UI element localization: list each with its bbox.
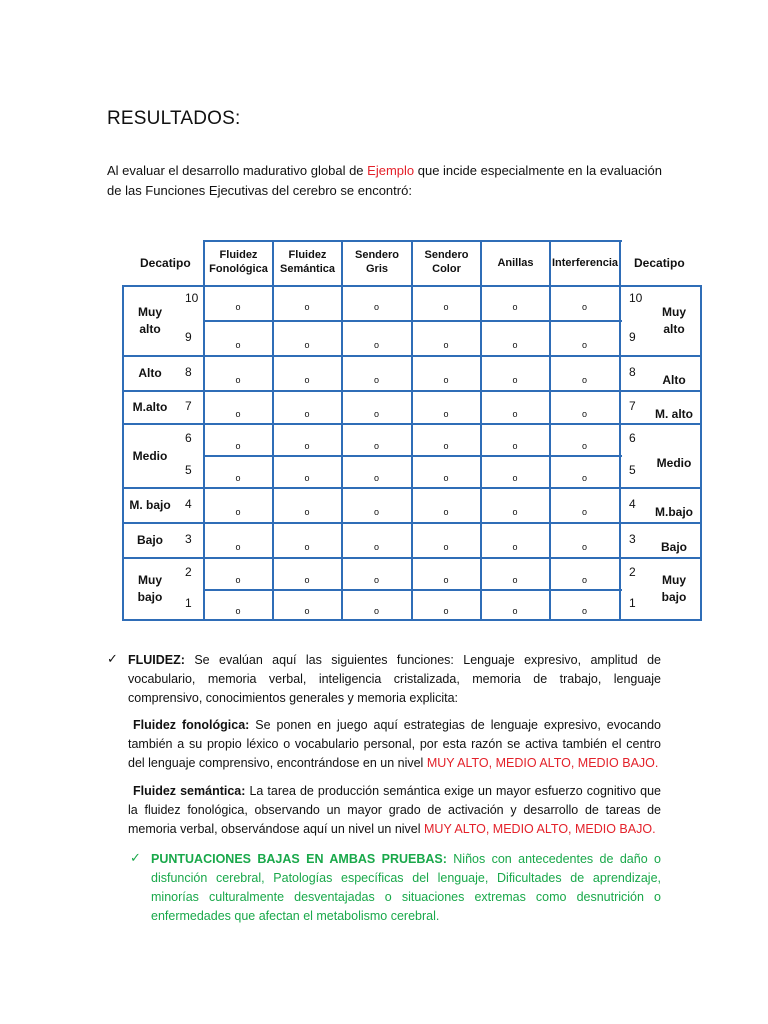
result-dot: o	[235, 606, 241, 616]
result-dot: o	[374, 473, 380, 483]
row-border	[203, 390, 622, 392]
level-label-right: Bajo	[660, 540, 687, 554]
fluidez-text: Se evalúan aquí las siguientes funciones: Lenguaje expresivo, amplitud de vocabulario, memoria verbal, inteligencia cristalizada, memoria de trabajo, lenguaje comprensivo, conocimientos generales y memoria explicita:	[128, 653, 661, 705]
result-dot: o	[304, 473, 310, 483]
level-label-left: Muy bajo	[137, 573, 163, 604]
result-dot: o	[235, 409, 241, 419]
result-dot: o	[512, 606, 518, 616]
result-dot: o	[304, 302, 310, 312]
result-dot: o	[582, 441, 588, 451]
puntuaciones-label: PUNTUACIONES BAJAS EN AMBAS PRUEBAS:	[151, 852, 447, 866]
result-dot: o	[512, 302, 518, 312]
result-dot: o	[374, 441, 380, 451]
level-label-right: Alto	[662, 373, 686, 387]
result-dot: o	[235, 507, 241, 517]
row-border	[203, 455, 622, 457]
row-border	[203, 320, 622, 322]
result-dot: o	[304, 375, 310, 385]
result-dot: o	[304, 575, 310, 585]
result-dot: o	[582, 507, 588, 517]
result-dot: o	[443, 441, 449, 451]
intro-paragraph	[107, 161, 667, 201]
column-header: Interferencia	[551, 257, 619, 269]
result-dot: o	[582, 606, 588, 616]
result-dot: o	[582, 575, 588, 585]
result-dot: o	[582, 340, 588, 350]
row-number-right: 5	[629, 463, 636, 477]
row-border	[203, 487, 622, 489]
result-dot: o	[374, 302, 380, 312]
result-dot: o	[235, 473, 241, 483]
right-header: Decatipo	[634, 256, 685, 270]
level-label-left: M. bajo	[129, 498, 171, 512]
fonologica-levels: MUY ALTO, MEDIO ALTO, MEDIO BAJO.	[426, 756, 659, 770]
result-dot: o	[374, 507, 380, 517]
result-dot: o	[512, 542, 518, 552]
result-dot: o	[443, 375, 449, 385]
result-dot: o	[443, 606, 449, 616]
left-header: Decatipo	[140, 256, 191, 270]
result-dot: o	[443, 575, 449, 585]
col-border	[549, 286, 551, 621]
result-dot: o	[443, 542, 449, 552]
col-border	[203, 286, 205, 621]
row-number-left: 1	[185, 596, 192, 610]
semantica-label: Fluidez semántica:	[133, 784, 246, 798]
result-dot: o	[582, 542, 588, 552]
row-border	[203, 423, 622, 425]
result-dot: o	[374, 409, 380, 419]
puntuaciones-paragraph	[151, 850, 661, 926]
row-number-left: 2	[185, 565, 192, 579]
fonologica-paragraph	[128, 716, 661, 773]
left-group-border	[122, 390, 205, 392]
semantica-paragraph	[128, 782, 661, 839]
result-dot: o	[304, 409, 310, 419]
row-border	[203, 589, 622, 591]
col-border	[341, 286, 343, 621]
semantica-levels: MUY ALTO, MEDIO ALTO, MEDIO BAJO.	[424, 822, 656, 836]
level-label-right: M. alto	[655, 407, 693, 421]
row-number-right: 1	[629, 596, 636, 610]
result-dot: o	[582, 375, 588, 385]
result-dot: o	[304, 542, 310, 552]
right-group-border	[620, 619, 702, 621]
semantica-text: La tarea de producción semántica exige un mayor esfuerzo cognitivo que la fluidez fonológica, observando un mayor grado de activación y desarrollo de tareas de memoria verbal, observándose aquí un nivel un nivel	[128, 784, 661, 836]
row-number-left: 8	[185, 365, 192, 379]
fluidez-paragraph	[128, 651, 661, 708]
right-group-border	[620, 390, 702, 392]
col-border	[619, 286, 621, 621]
row-number-right: 4	[629, 497, 636, 511]
fonologica-text: Se ponen en juego aquí estrategias de lenguaje expresivo, evocando también a su propio léxico o vocabulario personal, por esta razón se activa también el centro del lenguaje comprensivo, encontrándose en un nivel	[128, 718, 661, 770]
result-dot: o	[374, 542, 380, 552]
result-dot: o	[512, 473, 518, 483]
row-number-left: 7	[185, 399, 192, 413]
row-number-right: 6	[629, 431, 636, 445]
result-dot: o	[443, 409, 449, 419]
result-dot: o	[443, 302, 449, 312]
level-label-right: Muy alto	[662, 305, 686, 336]
row-number-left: 6	[185, 431, 192, 445]
result-dot: o	[235, 302, 241, 312]
column-header: Fluidez Fonológica	[209, 249, 268, 275]
fluidez-label: FLUIDEZ:	[128, 653, 185, 667]
intro-before: Al evaluar el desarrollo madurativo global de	[107, 163, 368, 178]
row-border	[203, 285, 622, 287]
result-dot: o	[512, 575, 518, 585]
result-dot: o	[235, 340, 241, 350]
result-dot: o	[304, 507, 310, 517]
column-header: Sendero Gris	[354, 249, 399, 275]
row-number-left: 10	[185, 291, 199, 305]
result-dot: o	[512, 507, 518, 517]
result-dot: o	[512, 441, 518, 451]
result-dot: o	[374, 340, 380, 350]
intro-after: que incide especialmente en la evaluación de las Funciones Ejecutivas del cerebro se encontró:	[107, 163, 663, 198]
column-header: Anillas	[497, 257, 534, 269]
result-dot: o	[374, 375, 380, 385]
level-label-right: Muy bajo	[661, 573, 687, 604]
right-group-border	[620, 522, 702, 524]
result-dot: o	[443, 473, 449, 483]
result-dot: o	[235, 441, 241, 451]
result-dot: o	[235, 542, 241, 552]
fonologica-label: Fluidez fonológica:	[133, 718, 250, 732]
puntuaciones-text: Niños con antecedentes de daño o disfunción cerebral, Patologías específicas del lenguaje, Dificultades de aprendizaje, minorías culturalmente desventajadas o situaciones extremas como desnutrición o enfermedades que afectan el metabolismo cerebral.	[151, 852, 661, 923]
row-border	[203, 522, 622, 524]
left-group-border	[122, 557, 205, 559]
result-dot: o	[304, 340, 310, 350]
level-label-right: Medio	[656, 456, 692, 470]
result-dot: o	[512, 375, 518, 385]
result-dot: o	[374, 575, 380, 585]
result-dot: o	[374, 606, 380, 616]
result-dot: o	[582, 409, 588, 419]
row-number-left: 9	[185, 330, 192, 344]
left-group-border	[122, 522, 205, 524]
row-number-right: 10	[629, 291, 643, 305]
result-dot: o	[443, 340, 449, 350]
level-label-right: M.bajo	[655, 505, 693, 519]
row-number-right: 7	[629, 399, 636, 413]
result-dot: o	[235, 575, 241, 585]
column-header: Sendero Color	[424, 249, 469, 275]
result-dot: o	[304, 441, 310, 451]
row-number-left: 3	[185, 532, 192, 546]
intro-highlight: Ejemplo	[367, 163, 415, 178]
right-group-border	[620, 487, 702, 489]
row-number-right: 9	[629, 330, 636, 344]
column-header: Fluidez Semántica	[279, 249, 336, 275]
page-title: RESULTADOS:	[107, 108, 241, 129]
level-label-left: Bajo	[136, 533, 163, 547]
right-group-border	[620, 285, 702, 287]
level-label-left: M.alto	[132, 400, 168, 414]
row-border	[203, 619, 622, 621]
left-group-border	[122, 619, 205, 621]
check-icon: ✓	[107, 651, 118, 666]
level-label-left: Alto	[138, 366, 162, 380]
row-number-right: 8	[629, 365, 636, 379]
row-border	[203, 355, 622, 357]
result-dot: o	[512, 340, 518, 350]
result-dot: o	[512, 409, 518, 419]
row-number-right: 3	[629, 532, 636, 546]
col-border	[411, 286, 413, 621]
level-label-left: Medio	[132, 449, 168, 463]
left-group-border	[122, 423, 205, 425]
left-group-border	[122, 487, 205, 489]
level-label-left: Muy alto	[138, 305, 162, 336]
result-dot: o	[582, 302, 588, 312]
result-dot: o	[443, 507, 449, 517]
left-group-border	[122, 355, 205, 357]
left-group-border	[122, 285, 205, 287]
right-group-border	[620, 355, 702, 357]
result-dot: o	[235, 375, 241, 385]
result-dot: o	[582, 473, 588, 483]
row-number-left: 4	[185, 497, 192, 511]
right-group-border	[620, 557, 702, 559]
col-border	[480, 286, 482, 621]
row-number-left: 5	[185, 463, 192, 477]
result-dot: o	[304, 606, 310, 616]
row-border	[203, 557, 622, 559]
check-icon-green: ✓	[130, 850, 141, 865]
row-number-right: 2	[629, 565, 636, 579]
col-border	[272, 286, 274, 621]
right-group-border	[620, 423, 702, 425]
